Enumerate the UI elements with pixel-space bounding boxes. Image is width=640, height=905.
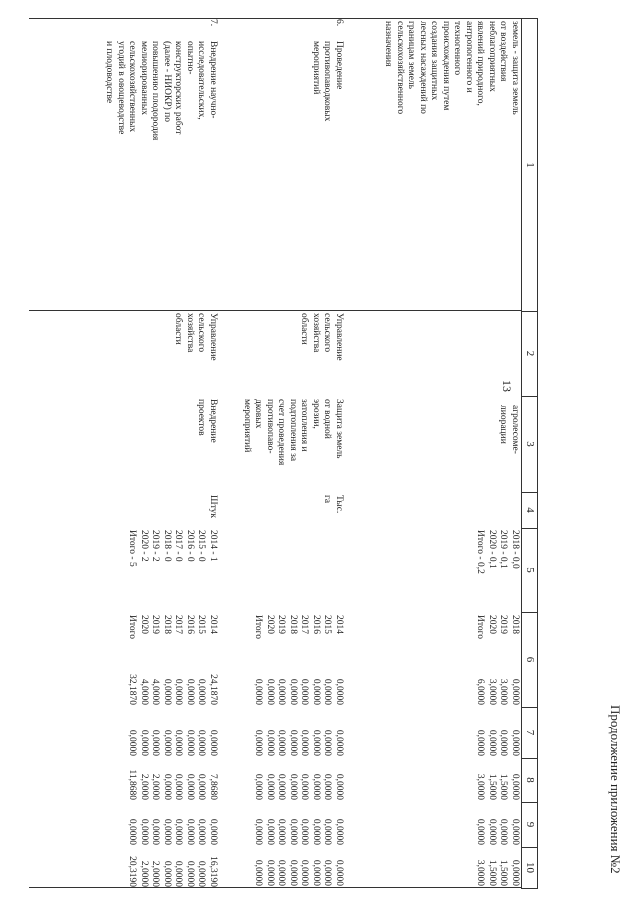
row6-federal: 0,0000 0,0000 0,0000 0,0000 0,0000 0,0000 0,0000 0,0000	[253, 729, 344, 756]
program-table	[29, 18, 538, 889]
col-header-5: 5	[521, 528, 537, 613]
col-header-8: 8	[521, 758, 537, 803]
row7-federal: 0,0000 0,0000 0,0000 0,0000 0,0000 0,0000 0,0000 0,0000	[127, 729, 218, 756]
row7-index: 7.	[208, 19, 218, 27]
row6-index: 6.	[334, 19, 344, 27]
row7-years: 2014 2015 2016 2017 2018 2019 2020 Итого	[127, 615, 218, 640]
page-number: 13	[500, 380, 514, 392]
row0-total: 0,0000 3,0000 3,0000 6,0000	[475, 678, 520, 705]
annex-title: Продолжение приложения №2	[608, 705, 623, 874]
col-header-10: 10	[521, 847, 537, 889]
row0-indicator: 2018 - 0,0 2019 - 0,1 2020 - 0,1 Итого - 0,2	[475, 530, 520, 574]
row7-measure: Внедрение научно- исследовательских, опытно- конструкторских работ (далее - НИОКР) по повышению плодородия мелиорированных сельскохозяйственных угодий в овощеводстве и плодоводстве	[104, 41, 218, 141]
row0-local: 0,0000 0,0000 0,0000 0,0000	[475, 818, 520, 845]
col-header-4: 4	[521, 492, 537, 529]
row6-result: Защита земель от водной эрозии, затопления и подтопления за счет проведения противопаво- дковых мероприятий	[242, 399, 344, 466]
col-header-6: 6	[521, 612, 537, 708]
col-header-1: 1	[521, 19, 537, 312]
row7-result: Внедрение проектов	[196, 399, 218, 443]
row7-other: 16,3190 0,0000 0,0000 0,0000 0,0000 2,0000 2,0000 20,3190	[127, 856, 218, 887]
row0-other: 0,0000 1,5000 1,5000 3,0000	[475, 859, 520, 886]
row6-total: 0,0000 0,0000 0,0000 0,0000 0,0000 0,0000 0,0000 0,0000	[253, 678, 344, 705]
col-header-7: 7	[521, 707, 537, 759]
col-header-3: 3	[521, 396, 537, 493]
row6-local: 0,0000 0,0000 0,0000 0,0000 0,0000 0,0000 0,0000 0,0000	[253, 818, 344, 845]
row6-measure: Проведение противопаводковых мероприятий	[311, 41, 344, 122]
row7-unit: Штук	[208, 495, 218, 518]
row6-unit: Тыс. га	[322, 495, 344, 514]
col-header-9: 9	[521, 802, 537, 848]
row7-local: 0,0000 0,0000 0,0000 0,0000 0,0000 0,0000 0,0000 0,0000	[127, 818, 218, 845]
row0-federal: 0,0000 0,0000 0,0000 0,0000	[475, 729, 520, 756]
row0-years: 2018 2019 2020 Итого	[475, 615, 520, 640]
row0-measure: земель - защита земель от воздействия неблагоприятных явлений природного, антропогенного и техногенного происхождения путем создания защитных лесных насаждений по границам земель сельскохозяйственного назначения	[383, 21, 520, 115]
row6-other: 0,0000 0,0000 0,0000 0,0000 0,0000 0,0000 0,0000 0,0000	[253, 859, 344, 886]
row0-regional: 0,0000 1,5000 1,5000 3,0000	[475, 773, 520, 800]
col-header-2: 2	[521, 311, 537, 397]
row7-total: 24,1870 0,0000 0,0000 0,0000 0,0000 4,0000 4,0000 32,1870	[127, 674, 218, 705]
row6-executor: Управление сельского хозяйства области	[299, 313, 344, 361]
row7-regional: 7,8680 0,0000 0,0000 0,0000 0,0000 2,0000 2,0000 11,8680	[127, 769, 218, 800]
row6-years: 2014 2015 2016 2017 2018 2019 2020 Итого	[253, 615, 344, 640]
row6-regional: 0,0000 0,0000 0,0000 0,0000 0,0000 0,0000 0,0000 0,0000	[253, 773, 344, 800]
row7-executor: Управление сельского хозяйства области	[173, 313, 218, 361]
row0-result: агролесоме- лиорации	[498, 405, 520, 454]
row7-indicator: 2014 - 1 2015 - 0 2016 - 0 2017 - 0 2018 - 0 2019 - 2 2020 - 2 Итого - 5	[127, 530, 218, 567]
